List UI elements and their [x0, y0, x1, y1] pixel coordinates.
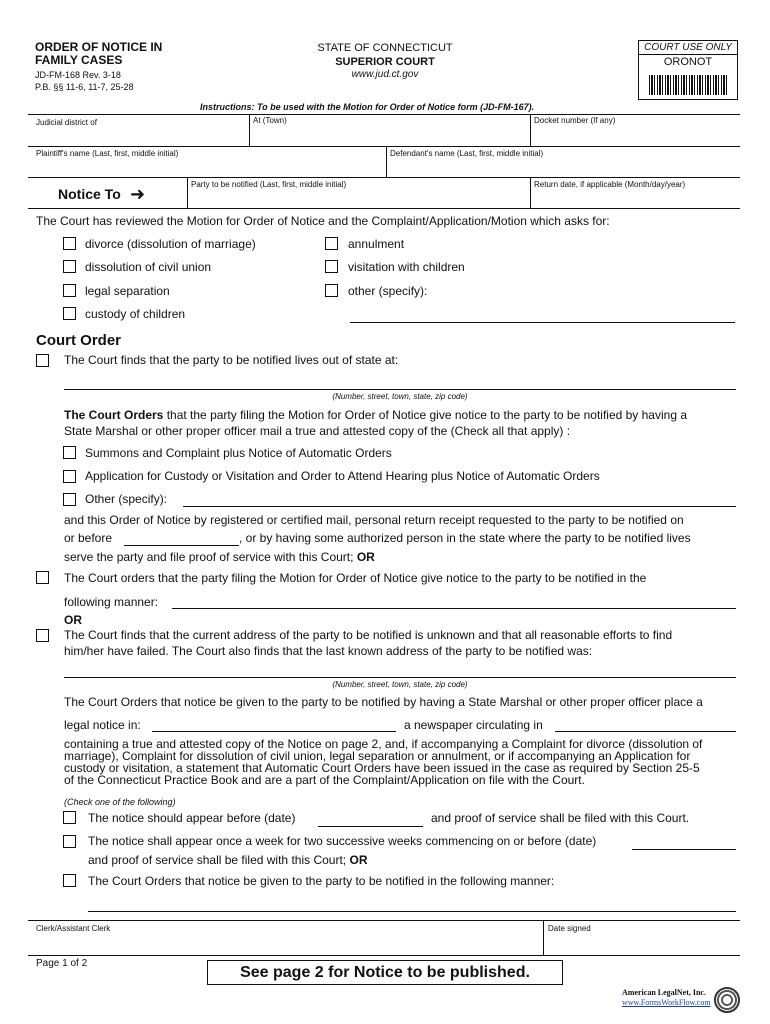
once-week-label: The notice shall appear once a week for two successive weeks commencing on or before (date)	[88, 834, 597, 848]
or-label-3: OR	[349, 853, 368, 867]
orders-rest2: State Marshal or other proper officer mail a true and attested copy of the (Check all that apply) :	[64, 424, 571, 438]
containing-line2: marriage), Complaint for dissolution of civil union, legal separation or annulment, or if accompanying an Application for	[64, 749, 691, 763]
summons-checkbox[interactable]	[63, 446, 76, 459]
divorce-label: divorce (dissolution of marriage)	[85, 237, 256, 251]
unknown-line1: The Court finds that the current address of the party to be notified is unknown and that all reasonable efforts to find	[64, 628, 673, 642]
form-title-line1: ORDER OF NOTICE IN	[35, 40, 163, 54]
other-document-label: Other (specify):	[85, 492, 168, 506]
mail-line3	[64, 550, 375, 564]
last-known-address-field[interactable]	[64, 677, 736, 678]
practice-book-ref: P.B. §§ 11-6, 11-7, 25-28	[35, 82, 134, 92]
court-use-label: COURT USE ONLY	[639, 41, 737, 55]
out-of-state-checkbox[interactable]	[36, 354, 49, 367]
custody-label: custody of children	[85, 307, 186, 321]
other-document-field[interactable]	[183, 506, 736, 507]
once-week-proof	[88, 853, 367, 867]
publisher-link[interactable]: www.FormsWorkFlow.com	[622, 998, 711, 1007]
plaintiff-name-label: Plaintiff's name (Last, first, middle initial)	[36, 149, 179, 158]
address-caption: (Number, street, town, state, zip code)	[332, 392, 468, 401]
custody-checkbox[interactable]	[63, 307, 76, 320]
other-request-label: other (specify):	[348, 284, 428, 298]
containing-line3: custody or visitation, a statement that Automatic Court Orders have been issued in the case as required by Section 25-5	[64, 761, 700, 775]
visitation-label: visitation with children	[348, 260, 465, 274]
court-use-value: ORONOT	[663, 56, 713, 68]
court-name: SUPERIOR COURT	[335, 56, 435, 68]
once-week-checkbox[interactable]	[63, 835, 76, 848]
appear-before-date-field[interactable]	[318, 826, 423, 827]
following-manner-label: The Court Orders that notice be given to the party to be notified in the following manner:	[88, 874, 555, 888]
out-of-state-address-field[interactable]	[64, 389, 736, 390]
legal-separation-checkbox[interactable]	[63, 284, 76, 297]
date-signed-label: Date signed	[548, 924, 591, 933]
appear-proof-label: and proof of service shall be filed with this Court.	[431, 811, 690, 825]
court-use-box	[638, 40, 738, 100]
page-number: Page 1 of 2	[36, 958, 88, 969]
containing-paragraph	[64, 738, 744, 786]
appear-before-label: The notice should appear before (date)	[88, 811, 296, 825]
form-title	[35, 41, 162, 67]
other-request-field[interactable]	[350, 322, 735, 323]
address-caption-2: (Number, street, town, state, zip code)	[332, 680, 468, 689]
arrow-right-icon: ➜	[130, 184, 146, 204]
manner-checkbox[interactable]	[36, 571, 49, 584]
once-week-proof-text: and proof of service shall be filed with this Court;	[88, 853, 347, 867]
manner-line1: The Court orders that the party filing the Motion for Order of Notice give notice to the party to be notified in the	[64, 571, 647, 585]
notice-to-label	[36, 180, 186, 208]
orders-bold: The Court Orders	[64, 408, 164, 422]
unknown-address-checkbox[interactable]	[36, 629, 49, 642]
or-label-2: OR	[64, 613, 82, 627]
unknown-line2: him/her have failed. The Court also finds that the last known address of the party to be notified was:	[64, 644, 593, 658]
divorce-checkbox[interactable]	[63, 237, 76, 250]
publisher-block	[622, 988, 711, 1008]
docket-number-label: Docket number (If any)	[534, 116, 616, 125]
containing-line4: of the Connecticut Practice Book and are a part of the Complaint/Application on file with the Court.	[64, 773, 585, 787]
newspaper-label: a newspaper circulating in	[404, 718, 543, 732]
legal-separation-label: legal separation	[85, 284, 170, 298]
other-request-checkbox[interactable]	[325, 284, 338, 297]
clerk-label: Clerk/Assistant Clerk	[36, 924, 111, 933]
state-name: STATE OF CONNECTICUT	[317, 42, 453, 54]
court-website: www.jud.ct.gov	[351, 69, 419, 80]
return-date-label: Return date, if applicable (Month/day/year)	[534, 180, 686, 189]
application-label: Application for Custody or Visitation and Order to Attend Hearing plus Notice of Automatic Orders	[85, 469, 600, 483]
mail-line1: and this Order of Notice by registered or certified mail, personal return receipt requested to the party to be notified on	[64, 513, 684, 527]
newspaper-area-field[interactable]	[555, 731, 736, 732]
application-checkbox[interactable]	[63, 470, 76, 483]
mail-or-before: or before	[64, 531, 113, 545]
annulment-checkbox[interactable]	[325, 237, 338, 250]
manner-field[interactable]	[172, 608, 736, 609]
form-title-line2: FAMILY CASES	[35, 53, 123, 67]
publish-line1: The Court Orders that notice be given to the party to be notified by having a State Marshal or other proper officer place a	[64, 695, 703, 709]
review-text: The Court has reviewed the Motion for Order of Notice and the Complaint/Application/Motion which asks for:	[36, 214, 610, 228]
manner-line2: following manner:	[64, 595, 159, 609]
legal-notice-in-label: legal notice in:	[64, 718, 141, 732]
check-one-caption: (Check one of the following)	[64, 797, 176, 807]
mail-line3-text: serve the party and file proof of service with this Court;	[64, 550, 354, 564]
court-order-heading: Court Order	[36, 332, 122, 349]
annulment-label: annulment	[348, 237, 405, 251]
civil-union-label: dissolution of civil union	[85, 260, 212, 274]
visitation-checkbox[interactable]	[325, 260, 338, 273]
civil-union-checkbox[interactable]	[63, 260, 76, 273]
instructions: Instructions: To be used with the Motion for Order of Notice form (JD-FM-167).	[200, 102, 535, 112]
following-manner-field[interactable]	[88, 911, 736, 912]
following-manner-checkbox[interactable]	[63, 874, 76, 887]
judicial-district-label: Judicial district of	[36, 118, 97, 127]
out-of-state-text: The Court finds that the party to be notified lives out of state at:	[64, 353, 399, 367]
other-document-checkbox[interactable]	[63, 493, 76, 506]
orders-paragraph	[64, 407, 744, 439]
containing-line1: containing a true and attested copy of the Notice on page 2, and, if accompanying a Complaint for divorce (dissolution of	[64, 737, 703, 751]
once-week-date-field[interactable]	[632, 849, 736, 850]
town-label: At (Town)	[253, 116, 287, 125]
notice-to-text: Notice To	[58, 186, 121, 202]
appear-before-checkbox[interactable]	[63, 811, 76, 824]
party-notified-label: Party to be notified (Last, first, middle initial)	[191, 180, 347, 189]
barcode-image	[649, 75, 729, 95]
see-page-2-banner: See page 2 for Notice to be published.	[207, 960, 563, 985]
orders-rest1: that the party filing the Motion for Order of Notice give notice to the party to be notified by having a	[166, 408, 687, 422]
defendant-name-label: Defendant's name (Last, first, middle initial)	[390, 149, 544, 158]
publisher-logo-icon	[714, 987, 740, 1013]
mail-date-field[interactable]	[124, 545, 239, 546]
or-label-1: OR	[356, 550, 375, 564]
form-number: JD-FM-168 Rev. 3-18	[35, 70, 121, 80]
publisher-name: American LegalNet, Inc.	[622, 988, 706, 997]
mail-line2: , or by having some authorized person in the state where the party to be notified lives	[239, 531, 691, 545]
summons-label: Summons and Complaint plus Notice of Automatic Orders	[85, 446, 392, 460]
newspaper-name-field[interactable]	[152, 731, 396, 732]
